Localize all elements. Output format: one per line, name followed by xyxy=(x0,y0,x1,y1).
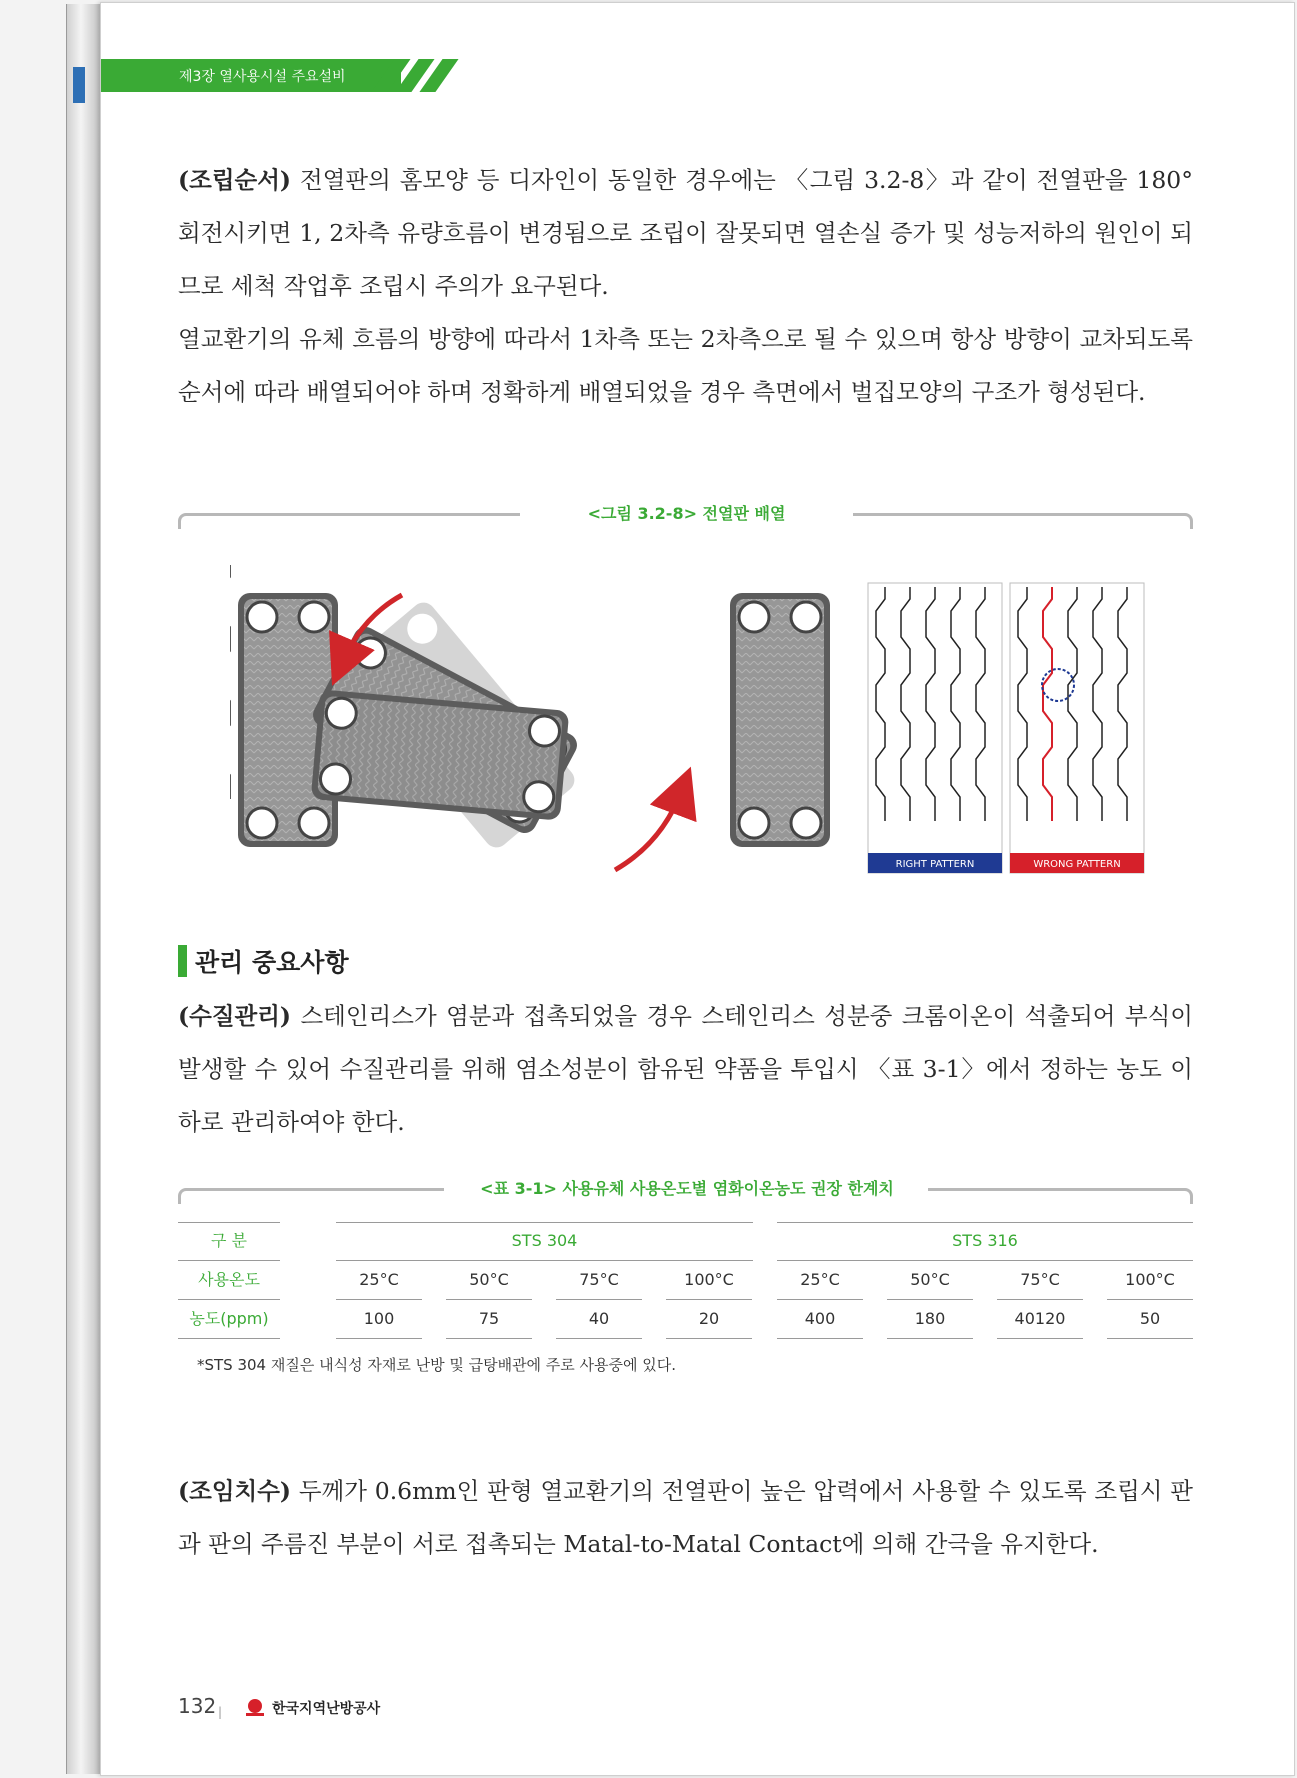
plate-rotating xyxy=(309,595,682,870)
concentration-cell: 180 xyxy=(914,1309,946,1328)
row-label-concentration: 농도(ppm) xyxy=(189,1309,269,1328)
row-label-temperature: 사용온도 xyxy=(198,1270,260,1289)
row-label-category: 구 분 xyxy=(211,1231,247,1250)
table-note: *STS 304 재질은 내식성 자재로 난방 및 급탕배관에 주로 사용중에 있다. xyxy=(197,1356,677,1374)
temperature-cell: 25°C xyxy=(359,1270,399,1289)
concentration-cell: 40120 xyxy=(1014,1309,1066,1328)
paragraph-lead: (조임치수) xyxy=(178,1477,292,1505)
section-heading xyxy=(178,944,349,978)
paragraph-text: 전열판의 홈모양 등 디자인이 동일한 경우에는 〈그림 3.2-8〉과 같이 전열판을 180° 회전시키면 1, 2차측 유량흐름이 변경됨으로 조립이 잘못되면 열손실 증가 및 성능저하의 원인이 되므로 세척 작업후 조립시 주의가 요구된다. xyxy=(178,166,1193,300)
chapter-tab-marker xyxy=(73,67,85,103)
organization-name: 한국지역난방공사 xyxy=(272,1701,381,1717)
book-spine-edge xyxy=(66,4,102,1774)
section-heading-bar xyxy=(178,945,187,977)
chapter-header-bar xyxy=(101,59,401,92)
caption-bracket-left xyxy=(178,513,520,529)
table-caption: <표 3-1> 사용유체 사용온도별 염화이온농도 권장 한계치 xyxy=(480,1179,894,1198)
right-pattern-label: RIGHT PATTERN xyxy=(895,859,975,870)
concentration-cell: 50 xyxy=(1139,1309,1161,1328)
plate-arrangement-figure xyxy=(230,565,1160,885)
caption-bracket-right xyxy=(853,513,1193,529)
section-title: 관리 중요사항 xyxy=(195,948,349,977)
concentration-cell: 40 xyxy=(588,1309,610,1328)
paragraph-water-quality xyxy=(178,990,1193,1149)
temperature-cell: 75°C xyxy=(1020,1270,1060,1289)
paragraph-text: 스테인리스가 염분과 접촉되었을 경우 스테인리스 성분중 크롬이온이 석출되어 부식이 발생할 수 있어 수질관리를 위해 염소성분이 함유된 약품을 투입시 〈표 3-1〉에서 정하는 농도 이하로 관리하여야 한다. xyxy=(178,1002,1193,1136)
wrong-pattern-label: WRONG PATTERN xyxy=(1033,859,1121,870)
temperature-cell: 50°C xyxy=(910,1270,950,1289)
paragraph-text: 두께가 0.6mm인 판형 열교환기의 전열판이 높은 압력에서 사용할 수 있도록 조립시 판과 판의 주름진 부분이 서로 접촉되는 Matal-to-Matal Contact에 의해 간극을 유지한다. xyxy=(178,1477,1193,1558)
page-number: 132 xyxy=(178,1694,217,1718)
concentration-cell: 400 xyxy=(804,1309,836,1328)
temperature-cell: 75°C xyxy=(579,1270,619,1289)
paragraph-text: 열교환기의 유체 흐름의 방향에 따라서 1차측 또는 2차측으로 될 수 있으며 항상 방향이 교차되도록 순서에 따라 배열되어야 하며 정확하게 배열되었을 경우 측면에서 벌집모양의 구조가 형성된다. xyxy=(178,325,1193,406)
paragraph-lead: (조립순서) xyxy=(178,166,292,194)
paragraph-lead: (수질관리) xyxy=(178,1002,292,1030)
kdhc-logo-icon xyxy=(244,1697,266,1719)
plate-rotated xyxy=(730,593,830,847)
group-sts316: STS 316 xyxy=(952,1231,1018,1250)
paragraph-tightening-dimension xyxy=(178,1465,1193,1571)
rotate-arrow-icon xyxy=(615,790,682,870)
wrong-pattern-diagram xyxy=(1010,583,1144,873)
caption-bracket-left xyxy=(178,1188,444,1204)
temperature-cell: 25°C xyxy=(800,1270,840,1289)
paragraph-assembly-order xyxy=(178,154,1193,313)
figure-caption: <그림 3.2-8> 전열판 배열 xyxy=(587,504,786,523)
temperature-cell: 50°C xyxy=(469,1270,509,1289)
temperature-cell: 100°C xyxy=(1125,1270,1175,1289)
temperature-cell: 100°C xyxy=(684,1270,734,1289)
caption-bracket-right xyxy=(928,1188,1193,1204)
paragraph-flow-direction xyxy=(178,313,1193,419)
group-sts304: STS 304 xyxy=(511,1231,578,1250)
concentration-cell: 20 xyxy=(698,1309,720,1328)
footer-separator: | xyxy=(218,1705,223,1719)
concentration-cell: 100 xyxy=(363,1309,395,1328)
chapter-title: 제3장 열사용시설 주요설비 xyxy=(179,69,346,85)
concentration-cell: 75 xyxy=(478,1309,500,1328)
